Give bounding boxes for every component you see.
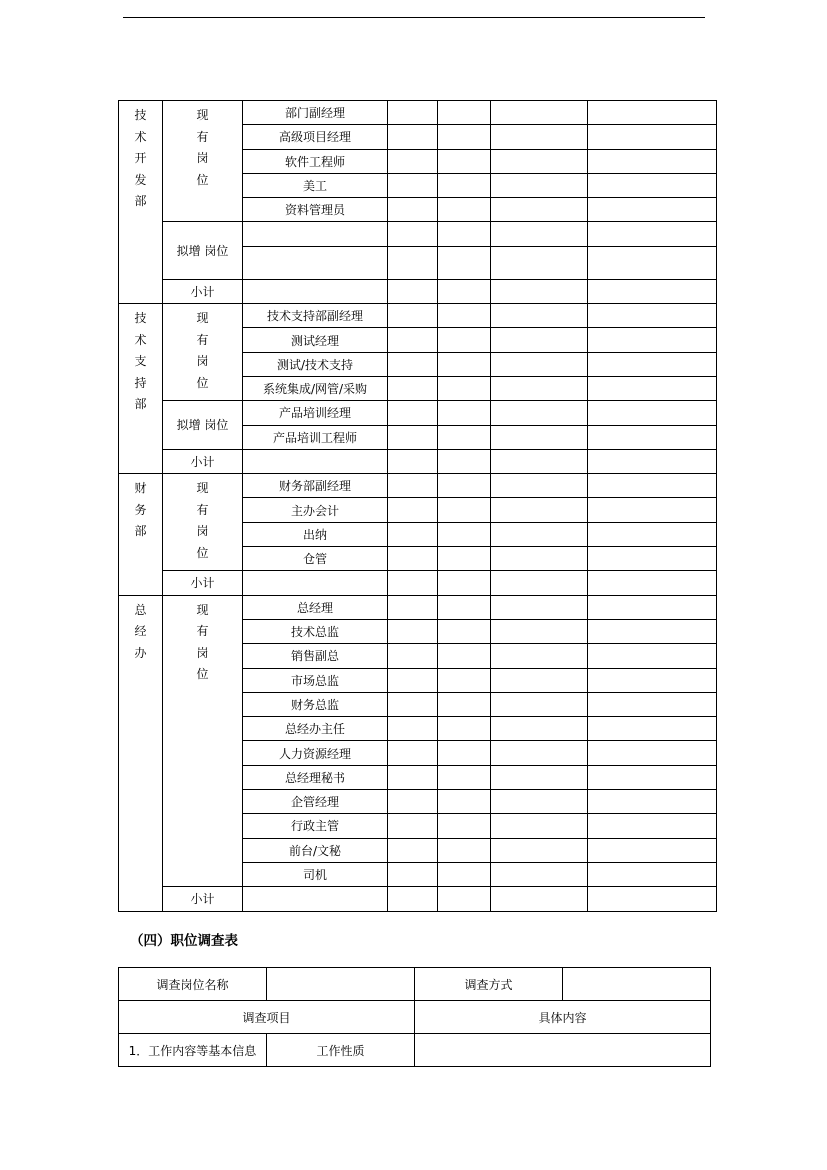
group-label-cell: 拟增 岗位 (163, 222, 243, 279)
table-row (119, 1001, 711, 1034)
position-cell: 财务总监 (243, 692, 388, 716)
dept-cell: 总 经 办 (119, 595, 163, 911)
table-row (119, 968, 711, 1001)
position-cell: 总经办主任 (243, 717, 388, 741)
position-cell: 产品培训经理 (243, 401, 388, 425)
table-row (119, 571, 717, 595)
position-cell: 资料管理员 (243, 198, 388, 222)
subtotal-cell: 小计 (163, 449, 243, 473)
dept-cell: 技 术 开 发 部 (119, 101, 163, 304)
table-row (119, 887, 717, 911)
position-cell: 高级项目经理 (243, 125, 388, 149)
position-cell: 软件工程师 (243, 149, 388, 173)
dept-cell: 技 术 支 持 部 (119, 304, 163, 474)
method-label: 调查方式 (415, 968, 563, 1001)
position-cell: 总经理 (243, 595, 388, 619)
group-label-cell: 现 有 岗 位 (163, 304, 243, 401)
group-label-cell: 拟增 岗位 (163, 401, 243, 450)
table-row (119, 304, 717, 328)
position-cell: 美工 (243, 173, 388, 197)
table-row (119, 449, 717, 473)
header-rule (123, 17, 705, 18)
position-cell: 企管经理 (243, 790, 388, 814)
position-cell: 测试/技术支持 (243, 352, 388, 376)
method-value (563, 968, 711, 1001)
position-cell (243, 246, 388, 279)
subtotal-cell: 小计 (163, 571, 243, 595)
position-cell: 前台/文秘 (243, 838, 388, 862)
survey-table (118, 967, 711, 1067)
item1-label: 1．工作内容等基本信息 (119, 1034, 267, 1067)
position-cell: 部门副经理 (243, 101, 388, 125)
position-cell: 测试经理 (243, 328, 388, 352)
position-cell: 技术支持部副经理 (243, 304, 388, 328)
position-cell: 产品培训工程师 (243, 425, 388, 449)
subtotal-cell: 小计 (163, 279, 243, 303)
group-label-cell: 现 有 岗 位 (163, 474, 243, 571)
table-row (119, 1034, 711, 1067)
item-header: 调查项目 (119, 1001, 415, 1034)
position-cell: 财务部副经理 (243, 474, 388, 498)
position-cell: 总经理秘书 (243, 765, 388, 789)
position-cell: 出纳 (243, 522, 388, 546)
position-cell: 行政主管 (243, 814, 388, 838)
item1-content (415, 1034, 711, 1067)
position-cell: 司机 (243, 862, 388, 886)
table-row (119, 401, 717, 425)
position-cell: 主办会计 (243, 498, 388, 522)
table-row (119, 279, 717, 303)
position-cell: 人力资源经理 (243, 741, 388, 765)
group-label-cell: 现 有 岗 位 (163, 595, 243, 887)
subtotal-cell: 小计 (163, 887, 243, 911)
table-row (119, 474, 717, 498)
position-name-label: 调查岗位名称 (119, 968, 267, 1001)
content-header: 具体内容 (415, 1001, 711, 1034)
table-row (119, 222, 717, 246)
position-cell: 仓管 (243, 547, 388, 571)
position-cell: 市场总监 (243, 668, 388, 692)
position-name-value (267, 968, 415, 1001)
position-cell: 技术总监 (243, 619, 388, 643)
table-row (119, 595, 717, 619)
group-label-cell: 现 有 岗 位 (163, 101, 243, 222)
item1-sub-label: 工作性质 (267, 1034, 415, 1067)
position-cell: 系统集成/网管/采购 (243, 376, 388, 400)
section-heading: （四）职位调查表 (130, 933, 238, 949)
position-cell: 销售副总 (243, 644, 388, 668)
position-cell (243, 222, 388, 246)
staff-table (118, 100, 717, 912)
dept-cell: 财 务 部 (119, 474, 163, 595)
table-row (119, 101, 717, 125)
